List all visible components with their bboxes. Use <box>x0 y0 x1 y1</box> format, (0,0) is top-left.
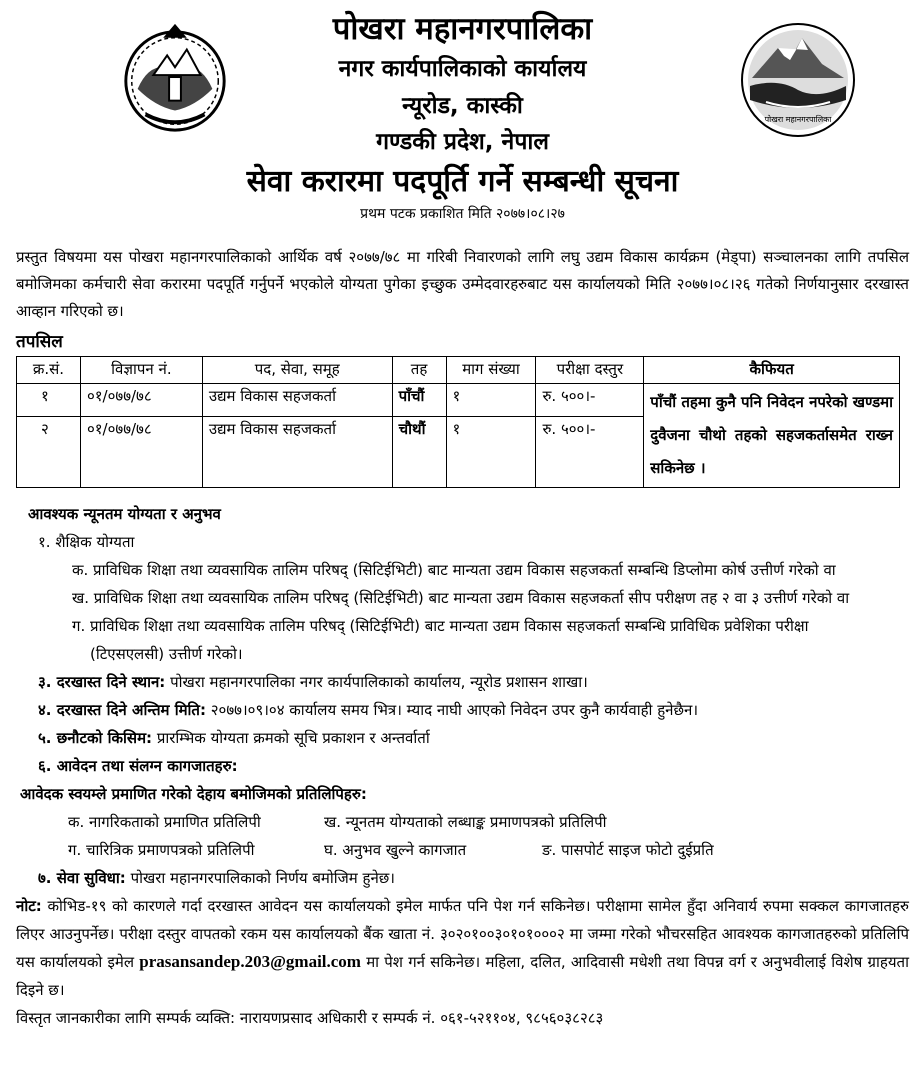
selection-method <box>16 724 909 752</box>
note-text-1: कोभिड-१९ को कारणले गर्दा दरखास्त आवेदन यस कार्यालयको इमेल मार्फत पनि पेश गर्न सकिनेछ। परीक्षामा सामेल हुँदा अनिवार्य रुपमा सक्कल कागजातहरु लिएर आउनुपर्नेछ। परीक्षा दस्तुर वापतको रकम यस कार्यालयको बैंक खाता नं. ३०२०१००३०१०१०००२ मा जम्मा गरेको भौचरसहित आवश्यक कागजातहरुको प्रतिलिपि यस कार्यालयको इमेल <box>16 897 909 971</box>
doc-character-cert: ग. चारित्रिक प्रमाणपत्रको प्रतिलिपी <box>68 841 255 859</box>
table-row <box>17 384 900 417</box>
cell-ad-no: ०१/०७७/७८ <box>80 384 202 417</box>
service-facility-value: पोखरा महानगरपालिकाको निर्णय बमोजिम हुनेछ। <box>125 869 395 887</box>
nepal-emblem-logo <box>116 20 234 138</box>
application-deadline-label: ४. दरखास्त दिने अन्तिम मिति: <box>38 701 206 719</box>
cell-sn: २ <box>17 417 81 488</box>
requirements-section <box>16 500 909 892</box>
org-name: पोखरा महानगरपालिका <box>332 11 593 47</box>
logo-caption: पोखरा महानगरपालिका <box>764 115 832 124</box>
requirements-heading: आवश्यक न्यूनतम योग्यता र अनुभव <box>28 505 221 523</box>
notice-header <box>16 6 909 244</box>
contact-line: विस्तृत जानकारीका लागि सम्पर्क व्यक्ति: नारायणप्रसाद अधिकारी र सम्पर्क नं. ०६१-५२११०४, ९८५६०३८२८३ <box>16 1009 604 1027</box>
service-facility <box>16 864 909 892</box>
cell-fee: रु. ५००।- <box>536 384 644 417</box>
education-item-a: क. प्राविधिक शिक्षा तथा व्यवसायिक तालिम परिषद् (सिटिईभिटी) बाट मान्यता उद्यम विकास सहजकर्ता सम्बन्धि डिप्लोमा कोर्ष उत्तीर्ण गरेको वा <box>72 561 836 579</box>
doc-citizenship: क. नागरिकताको प्रमाणित प्रतिलिपी <box>68 813 261 831</box>
application-deadline <box>16 696 909 724</box>
doc-experience: घ. अनुभव खुल्ने कागजात <box>324 841 467 859</box>
documents-subheading: आवेदक स्वयम्ले प्रमाणित गरेको देहाय बमोजिमको प्रतिलिपिहरु: <box>20 785 367 803</box>
col-post: पद, सेवा, समूह <box>202 357 392 384</box>
note-paragraph <box>16 892 909 1004</box>
education-heading: १. शैक्षिक योग्यता <box>38 533 135 551</box>
col-level: तह <box>392 357 446 384</box>
note-label: नोट: <box>16 897 42 915</box>
tapsil-heading: तपसिल <box>16 332 63 352</box>
education-item-c-cont: (टिएसएलसी) उत्तीर्ण गरेको। <box>90 645 243 663</box>
application-place-label: ३. दरखास्त दिने स्थान: <box>38 673 166 691</box>
vacancy-table <box>16 356 900 488</box>
selection-method-value: प्रारम्भिक योग्यता क्रमको सूचि प्रकाशन र अन्तर्वार्ता <box>152 729 430 747</box>
cell-post: उद्यम विकास सहजकर्ता <box>202 384 392 417</box>
cell-demand: १ <box>446 384 536 417</box>
application-deadline-value: २०७७।०९।०४ कार्यालय समय भित्र। म्याद नाघी आएको निवेदन उपर कुनै कार्यवाही हुनेछैन। <box>205 701 699 719</box>
province: गण्डकी प्रदेश, नेपाल <box>376 129 549 156</box>
education-item-b: ख. प्राविधिक शिक्षा तथा व्यवसायिक तालिम परिषद् (सिटिईभिटी) बाट मान्यता उद्यम विकास सहजकर्ता सीप परीक्षण तह २ वा ३ उत्तीर्ण गरेको वा <box>72 589 850 607</box>
cell-fee: रु. ५००।- <box>536 417 644 488</box>
published-date: प्रथम पटक प्रकाशित मिति २०७७।०८।२७ <box>360 205 565 222</box>
application-place <box>16 668 909 696</box>
table-header-row <box>17 357 900 384</box>
documents-row-2 <box>16 836 909 864</box>
cell-post: उद्यम विकास सहजकर्ता <box>202 417 392 488</box>
notice-title: सेवा करारमा पदपूर्ति गर्ने सम्बन्धी सूचना <box>246 164 679 199</box>
col-sn: क्र.सं. <box>17 357 81 384</box>
selection-method-label: ५. छनौटको किसिम: <box>38 729 153 747</box>
col-ad-no: विज्ञापन नं. <box>80 357 202 384</box>
note-text-2: मा पेश गर्न सकिनेछ। महिला, दलित, आदिवासी मधेशी तथा विपन्न वर्ग र अनुभवीलाई विशेष ग्राहयता दिइने छ। <box>16 953 909 999</box>
col-remarks: कैफियत <box>644 357 900 384</box>
cell-demand: १ <box>446 417 536 488</box>
cell-sn: १ <box>17 384 81 417</box>
office-location: न्यूरोड, कास्की <box>402 92 523 119</box>
documents-heading: ६. आवेदन तथा संलग्न कागजातहरु: <box>38 757 238 775</box>
cell-level: चौथौं <box>392 417 446 488</box>
cell-remarks: पाँचौं तहमा कुनै पनि निवेदन नपरेको खण्डमा दुवैजना चौथो तहको सहजकर्तासमेत राख्न सकिनेछ । <box>644 384 900 488</box>
cell-ad-no: ०१/०७७/७८ <box>80 417 202 488</box>
documents-row-1 <box>16 808 909 836</box>
contact-email: prasansandep.203@gmail.com <box>139 952 361 971</box>
education-item-c: ग. प्राविधिक शिक्षा तथा व्यवसायिक तालिम परिषद् (सिटिईभिटी) बाट मान्यता उद्यम विकास सहजकर्ता सम्बन्धि प्राविधिक प्रवेशिका परीक्षा <box>72 617 809 635</box>
doc-marksheet: ख. न्यूनतम योग्यताको लब्धाङ्क प्रमाणपत्रको प्रतिलिपी <box>324 813 607 831</box>
office-name: नगर कार्यपालिकाको कार्यालय <box>338 55 587 82</box>
doc-photo: ङ. पासपोर्ट साइज फोटो दुईप्रति <box>542 841 714 859</box>
pokhara-metro-logo <box>738 20 858 140</box>
application-place-value: पोखरा महानगरपालिका नगर कार्यपालिकाको कार्यालय, न्यूरोड प्रशासन शाखा। <box>165 673 588 691</box>
cell-level: पाँचौं <box>392 384 446 417</box>
col-demand: माग संख्या <box>446 357 536 384</box>
service-facility-label: ७. सेवा सुविधा: <box>38 869 126 887</box>
col-fee: परीक्षा दस्तुर <box>536 357 644 384</box>
intro-paragraph: प्रस्तुत विषयमा यस पोखरा महानगरपालिकाको आर्थिक वर्ष २०७७/७८ मा गरिबी निवारणको लागि लघु उद्यम विकास कार्यक्रम (मेड्पा) सञ्चालनका लागि तपसिल बमोजिमका कर्मचारी सेवा करारमा पदपूर्ति गर्नुपर्ने भएकोले योग्यता पुगेका इच्छुक उम्मेदवारहरुबाट यस कार्यालयको मिति २०७७।०८।२६ गतेको निर्णयानुसार दरखास्त आव्हान गरिएको छ। <box>16 248 909 320</box>
